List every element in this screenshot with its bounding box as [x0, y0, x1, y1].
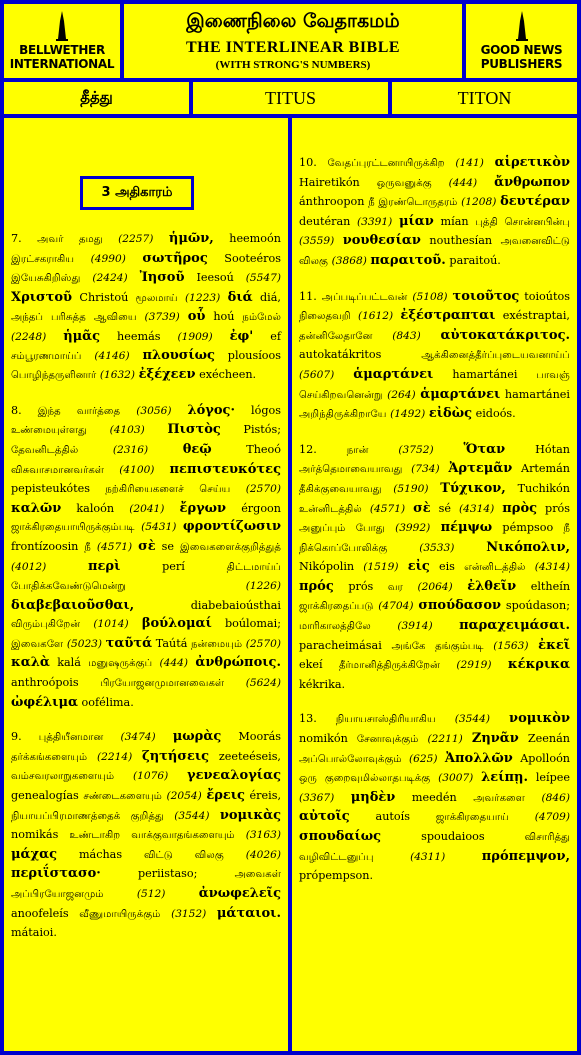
right-verses	[299, 154, 570, 886]
tower-icon	[55, 11, 69, 41]
tab-greek: TITON	[392, 82, 577, 114]
verse-paragraph: 8. இந்த வார்த்தை (3056) λόγος· lógos உண்மையுள்ளது (4103) Πιστὸς Pistós; தேவனிடத்தில் (2316) θεῷ Theoó விசுவாசமானவர்கள் (4100) πεπιστευκότες pepisteukótes நற்கிரியைகளைச் செய்ய (2570) καλῶν kaloón (2041) ἔργων érgoon ஜாக்கிரதையாயிருக்கும்படி (5431) φροντίζωσιν frontízoosin நீ (4571) σὲ se இவைகளைக்குறித்துத் (4012) περὶ perí திட்டமாய்ப் போதிக்கவேண்டுமென்று (1226) διαβεβαιοῦσθαι, diabebaioústhai விரும்புகிறேன் (1014) βούλομαί boúlomai; இவைகளே (5023) ταῦτά Taútá நன்மையும் (2570) καλὰ kalá மனுஷருக்குப் (444) ἀνθρώποις. anthroópois பிரயோஜனமுமானவைகள் (5624) ὠφέλιμα oofélima.	[11, 402, 282, 710]
logo-line-1: BELLWETHER	[19, 43, 105, 57]
tab-tamil: தீத்து	[4, 82, 189, 114]
english-title: THE INTERLINEAR BIBLE	[185, 39, 401, 56]
chapter-label: 3 அதிகாரம்	[80, 176, 194, 210]
verse-paragraph: 11. அப்படிப்பட்டவன் (5108) τοιοῦτος toioútos நிலைதவறி (1612) ἐξέστραπται exéstraptai, தன்னிலேதானே (843) αὐτοκατάκριτος. autokatákritos ஆக்கினைத்தீர்ப்புடையவனாய்ப் (5607) ἁμαρτάνει hamartánei பாவஞ் செய்கிறவனென்று (264) ἁμαρτάνει hamartánei அறிந்திருக்கிறாயே (1492) εἰδὼς eidoós.	[299, 288, 571, 422]
left-column	[4, 118, 288, 1051]
tab-english: TITUS	[193, 82, 388, 114]
verse-paragraph: 9. புத்தியீனமான (3474) μωρὰς Moorás தர்க்கங்களையும் (2214) ζητήσεις zeeteéseis, வம்சவரலாறுகளையும் (1076) γενεαλογίας genealogías சண்டைகளையும் (2054) ἔρεις éreis, நியாயப்பிரமாணத்தைக் குறித்து (3544) νομικὰς nomikás உண்டாகிற வாக்குவாதங்களையும் (3163) μάχας máchas விட்டு விலகு (4026) περιΐστασο· periistaso; அவைகள் அப்பிரயோஜனமும் (512) ἀνωφελεῖς anoofeleís வீணுமாயிருக்கும் (3152) μάταιοι. mátaioi.	[11, 729, 282, 940]
header-title-block	[124, 4, 462, 78]
bellwether-logo	[4, 4, 120, 78]
verse-paragraph: 12. நான் (3752) Ὅταν Hótan அர்த்தெமாவையாவது (734) Ἀρτεμᾶν Artemán தீகிக்குவையாவது (5190) Τύχικον, Tuchikón உன்னிடத்தில் (4571) σὲ sé (4314) πρὸς prós அனுப்பும் போது (3992) πέμψω pémpsoo நீ நிக்கொப்போலிக்கு (3533) Νικόπολιν, Nikópolin (1519) εἰς eis என்னிடத்தில் (4314) πρός prós வர (2064) ἐλθεῖν eltheín ஜாக்கிரதைப்படு (4704) σπούδασον spoúdason; மாரிகாலத்திலே (3914) παραχειμάσαι. paracheimásai அங்கே தங்கும்படி (1563) ἐκεῖ ekeí தீர்மானித்திருக்கிறேன் (2919) κέκρικα kékrika.	[299, 441, 571, 691]
subtitle: (WITH STRONG'S NUMBERS)	[215, 59, 371, 71]
verse-paragraph: 7. அவர் தமது (2257) ἡμῶν, heemoón இரட்சகராகிய (4990) σωτῆρος Sooteéros இயேசுகிறிஸ்து (2424) Ἰησοῦ Ieesoú (5547) Χριστοῦ Christoú மூலமாய் (1223) διά diá, அந்தப் பரிசுத்த ஆவியை (3739) οὗ hoú நம்மேல் (2248) ἡμᾶς heemás (1909) ἐφ' ef சம்பூரணமாய்ப் (4146) πλουσίως plousíoos பொழிந்தருளினார் (1632) ἐξέχεεν exécheen.	[11, 231, 282, 383]
tamil-title: இணைநிலை வேதாகமம்	[186, 10, 400, 32]
tower-icon	[515, 11, 529, 41]
verse-paragraph: 13. நியாயசாஸ்திரியாகிய (3544) νομικὸν nomikón சேனாவுக்கும் (2211) Ζηνᾶν Zeenán அப்பொல்லோவுக்கும் (625) Ἀπολλῶν Apolloón ஒரு குறைவுமில்லாதபடிக்கு (3007) λείπῃ. leípee (3367) μηδὲν meedén அவர்களை (846) αὐτοῖς autoís ஜாக்கிரதையாய் (4709) σπουδαίως spoudaioos விசாரித்து வழிவிட்டனுப்பு (4311) πρόπεμψον, própempson.	[299, 711, 571, 883]
right-column	[292, 118, 577, 1051]
verse-paragraph: 10. வேதப்புரட்டனாயிருக்கிற (141) αἱρετικὸν Hairetikón ஒருவனுக்கு (444) ἄνθρωπον ánthroopon நீ இரண்டொருதரம் (1208) δευτέραν deutéran (3391) μίαν mían புத்தி சொன்னபின்பு (3559) νουθεσίαν nouthesían அவனைவிட்டு விலகு (3868) παραιτοῦ. paraitoú.	[299, 155, 570, 268]
logo-line-2: INTERNATIONAL	[9, 57, 115, 71]
logo-line-1: GOOD NEWS	[480, 43, 563, 57]
logo-line-2: PUBLISHERS	[480, 57, 563, 71]
good-news-logo	[466, 4, 577, 78]
left-verses	[11, 230, 281, 943]
